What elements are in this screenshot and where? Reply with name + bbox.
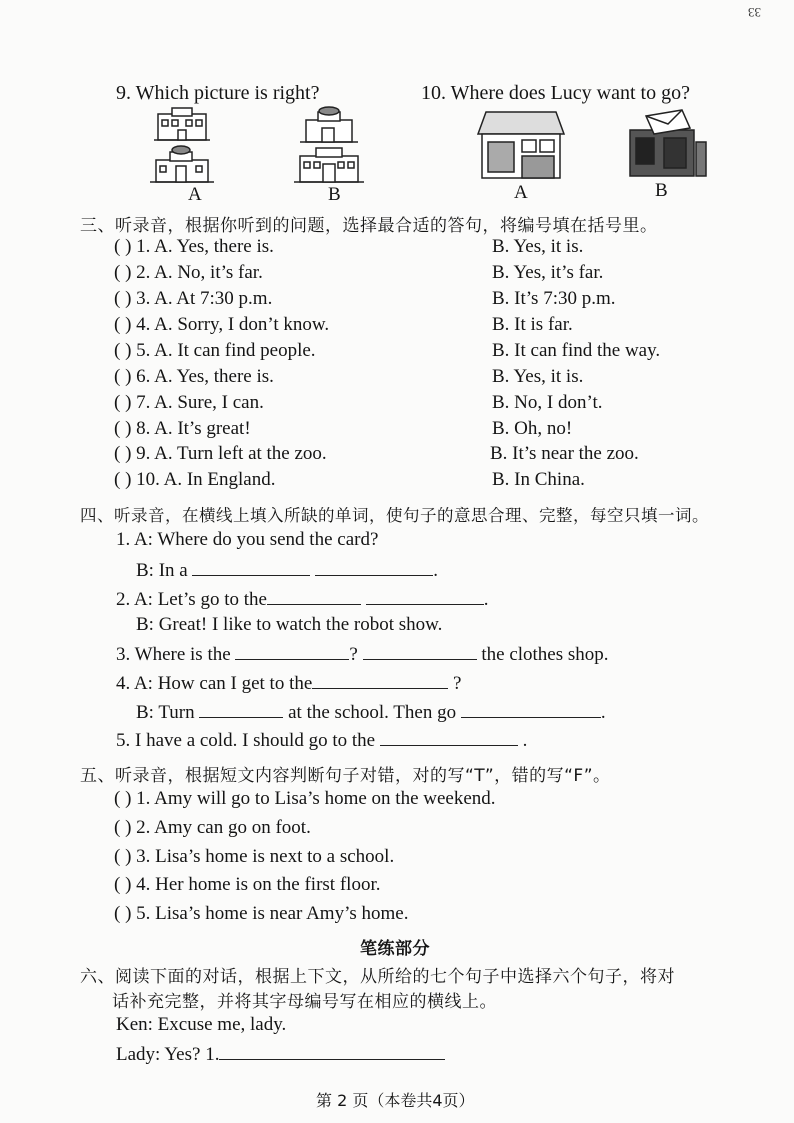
list-item: ( ) 3. A. At 7:30 p.m. [114, 288, 273, 309]
list-item: ( ) 2. Amy can go on foot. [114, 817, 311, 838]
list-item: B. Yes, it is. [492, 366, 584, 387]
s4-line-1: 1. A: Where do you send the card? [116, 529, 379, 550]
answer-blank[interactable] [267, 588, 361, 605]
q10-picture-a [476, 110, 566, 180]
list-item: B. It’s 7:30 p.m. [492, 288, 616, 309]
list-item: ( ) 5. Lisa’s home is near Amy’s home. [114, 903, 409, 924]
q9-label-a: A [188, 184, 202, 205]
building-icon [150, 146, 214, 182]
list-item: B. It’s near the zoo. [490, 443, 639, 464]
section-4-title: 四、听录音，在横线上填入所缺的单词，使句子的意思合理、完整，每空只填一词。 [80, 506, 709, 525]
s4-line-3-text: 2. A: Let’s go to the [116, 589, 267, 610]
answer-blank[interactable] [235, 643, 349, 660]
q10-label-a: A [514, 182, 528, 203]
list-item: ( ) 1. Amy will go to Lisa’s home on the weekend. [114, 788, 496, 809]
list-item: ( ) 4. A. Sorry, I don’t know. [114, 314, 330, 335]
building-icon [300, 107, 358, 142]
list-item: ( ) 9. A. Turn left at the zoo. [114, 443, 327, 464]
s4-line-7-text: B: Turn [136, 702, 195, 723]
s4-line-8 [116, 729, 527, 752]
list-item: ( ) 4. Her home is on the first floor. [114, 874, 381, 895]
written-part-heading: 笔练部分 [360, 939, 430, 959]
s4-line-7 [136, 701, 606, 724]
answer-blank[interactable] [312, 672, 448, 689]
answer-blank[interactable] [380, 729, 518, 746]
section-3-title: 三、听录音，根据你听到的问题，选择最合适的答句，将编号填在括号里。 [80, 216, 658, 236]
s6-line-1: Ken: Excuse me, lady. [116, 1014, 287, 1035]
s4-line-2-end: . [433, 560, 438, 581]
q10-label-b: B [655, 180, 668, 201]
list-item: ( ) 5. A. It can find people. [114, 340, 316, 361]
s4-line-8-end: . [522, 730, 528, 751]
section-5-title: 五、听录音，根据短文内容判断句子对错，对的写“T”，错的写“F”。 [80, 766, 611, 786]
s6-line-2-text: Lady: Yes? 1. [116, 1044, 220, 1065]
list-item: B. It is far. [492, 314, 573, 335]
list-item: ( ) 1. A. Yes, there is. [114, 236, 274, 257]
shop-icon [478, 112, 564, 178]
s4-line-5-tail: the clothes shop. [481, 644, 609, 665]
q9-label-b: B [328, 184, 341, 205]
list-item: B. Yes, it’s far. [492, 262, 604, 283]
section-6-title-line-1: 六、阅读下面的对话，根据上下文，从所给的七个句子中选择六个句子，将对 [80, 967, 675, 987]
answer-blank[interactable] [315, 559, 433, 576]
building-icon [294, 148, 364, 182]
s4-line-3-end: . [483, 589, 489, 610]
s4-line-6-text: 4. A: How can I get to the [116, 673, 313, 694]
s6-line-2 [116, 1043, 445, 1066]
question-9: 9. Which picture is right? [116, 82, 320, 104]
answer-blank[interactable] [199, 701, 283, 718]
list-item: ( ) 10. A. In England. [114, 469, 276, 490]
list-item: ( ) 6. A. Yes, there is. [114, 366, 274, 387]
list-item: ( ) 8. A. It’s great! [114, 418, 251, 439]
s4-line-5-q: ? [349, 644, 358, 665]
list-item: ( ) 3. Lisa’s home is next to a school. [114, 846, 395, 867]
list-item: ( ) 7. A. Sure, I can. [114, 392, 264, 413]
list-item: B. Yes, it is. [492, 236, 584, 257]
page-footer: 第 2 页（本卷共4页） [316, 1091, 475, 1110]
s4-line-5 [116, 643, 609, 666]
s4-line-5-text: 3. Where is the [116, 644, 231, 665]
s4-line-3 [116, 588, 488, 611]
answer-blank[interactable] [363, 643, 477, 660]
answer-blank[interactable] [192, 559, 310, 576]
list-item: B. Oh, no! [492, 418, 573, 439]
answer-blank[interactable] [366, 588, 484, 605]
list-item: B. No, I don’t. [492, 392, 603, 413]
list-item: ( ) 2. A. No, it’s far. [114, 262, 263, 283]
s4-line-6 [116, 672, 461, 695]
q10-picture-b [624, 108, 714, 178]
corner-mark: 33 [748, 5, 761, 20]
list-item: B. In China. [492, 469, 585, 490]
answer-blank[interactable] [219, 1043, 445, 1060]
s4-line-6-q: ? [453, 673, 462, 694]
section-6-title-line-2: 话补充完整，并将其字母编号写在相应的横线上。 [112, 992, 497, 1012]
s4-line-8-text: 5. I have a cold. I should go to the [116, 730, 376, 751]
s4-line-2 [136, 559, 438, 582]
post-office-icon [630, 110, 706, 176]
s4-line-4: B: Great! I like to watch the robot show. [136, 614, 443, 635]
question-10: 10. Where does Lucy want to go? [421, 82, 690, 104]
answer-blank[interactable] [461, 701, 601, 718]
q9-picture-b [292, 104, 372, 186]
s4-line-7-end: . [600, 702, 606, 723]
list-item: B. It can find the way. [492, 340, 661, 361]
s4-line-2-text: B: In a [136, 560, 188, 581]
building-icon [154, 108, 210, 140]
q9-picture-a [148, 104, 228, 186]
s4-line-7-mid: at the school. Then go [288, 702, 457, 723]
